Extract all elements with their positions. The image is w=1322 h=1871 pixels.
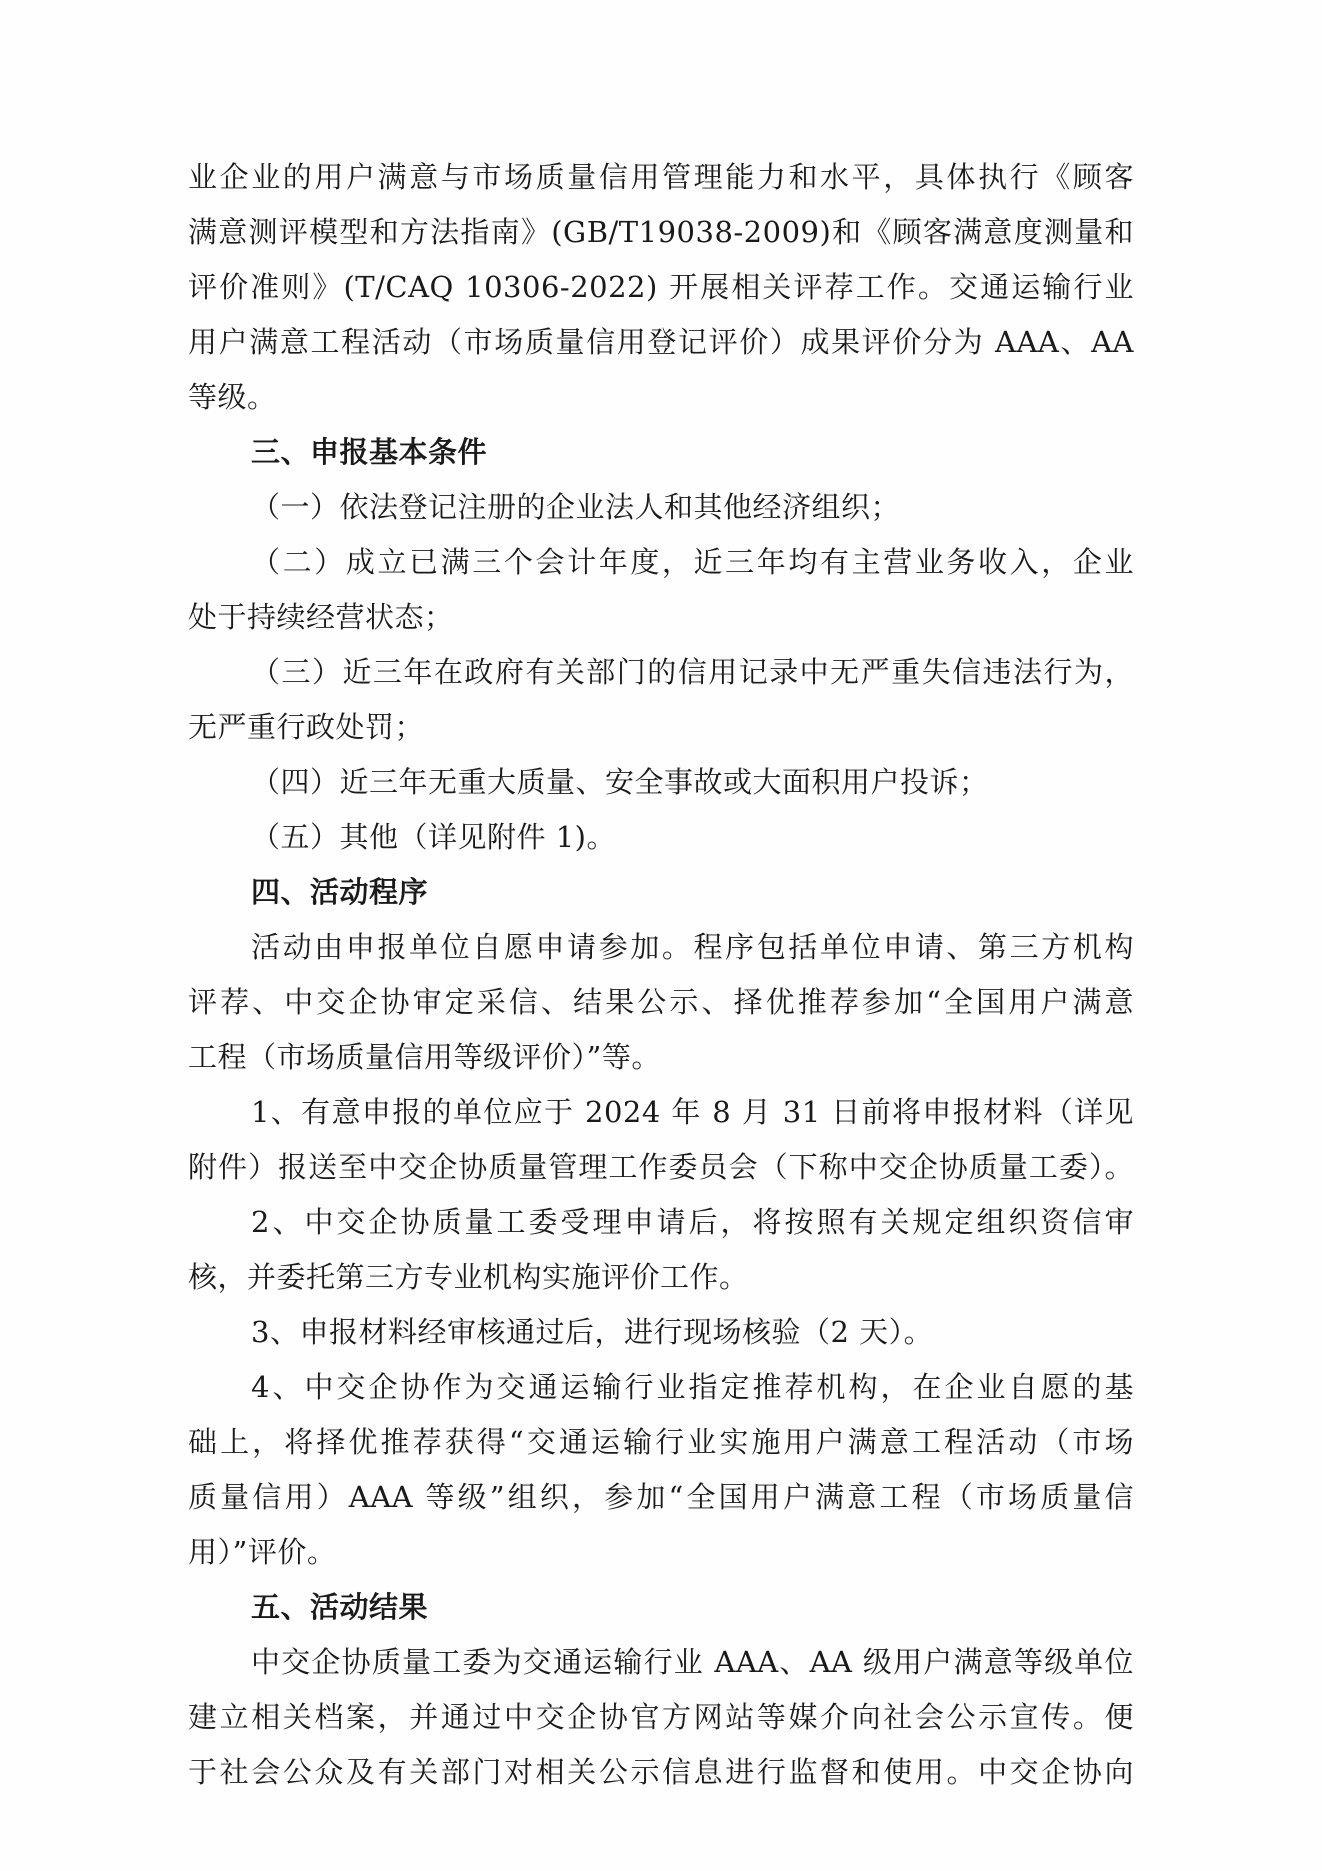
body-line: 建立相关档案，并通过中交企协官方网站等媒介向社会公示宣传。便: [188, 1700, 1134, 1734]
body-line: 评价准则》(T/CAQ 10306-2022) 开展相关评荐工作。交通运输行业: [188, 270, 1134, 304]
body-line: 3、申报材料经审核通过后，进行现场核验（2 天）。: [251, 1315, 934, 1349]
body-line: 用户满意工程活动（市场质量信用登记评价）成果评价分为 AAA、AA: [188, 325, 1134, 359]
body-line: 活动由申报单位自愿申请参加。程序包括单位申请、第三方机构: [251, 930, 1134, 964]
body-line: （三）近三年在政府有关部门的信用记录中无严重失信违法行为，: [251, 655, 1134, 689]
body-line: 满意测评模型和方法指南》(GB/T19038-2009)和《顾客满意度测量和: [188, 215, 1134, 249]
section-heading: 三、申报基本条件: [251, 435, 488, 469]
body-line: 处于持续经营状态；: [188, 600, 454, 634]
body-line: 工程（市场质量信用等级评价）”等。: [188, 1040, 661, 1074]
body-line: 于社会公众及有关部门对相关公示信息进行监督和使用。中交企协向: [188, 1755, 1134, 1789]
section-heading: 五、活动结果: [251, 1590, 429, 1624]
body-line: 中交企协质量工委为交通运输行业 AAA、AA 级用户满意等级单位: [251, 1645, 1134, 1679]
body-line: 无严重行政处罚；: [188, 710, 425, 744]
body-line: 4、中交企协作为交通运输行业指定推荐机构，在企业自愿的基: [251, 1370, 1134, 1404]
body-line: （一）依法登记注册的企业法人和其他经济组织；: [251, 490, 901, 524]
body-line: 1、有意申报的单位应于 2024 年 8 月 31 日前将申报材料（详见: [251, 1095, 1134, 1129]
body-line: （四）近三年无重大质量、安全事故或大面积用户投诉；: [251, 765, 989, 799]
body-line: 用）”评价。: [188, 1535, 337, 1569]
document-body: [188, 150, 1134, 1800]
body-line: 业企业的用户满意与市场质量信用管理能力和水平，具体执行《顾客: [188, 160, 1134, 194]
body-line: （二）成立已满三个会计年度，近三年均有主营业务收入，企业: [251, 545, 1134, 579]
body-line: （五）其他（详见附件 1)。: [251, 820, 616, 854]
section-heading: 四、活动程序: [251, 875, 429, 909]
body-line: 等级。: [188, 380, 277, 414]
body-line: 附件）报送至中交企协质量管理工作委员会（下称中交企协质量工委）。: [188, 1150, 1134, 1184]
body-line: 核，并委托第三方专业机构实施评价工作。: [188, 1260, 749, 1294]
body-line: 础上，将择优推荐获得“交通运输行业实施用户满意工程活动（市场: [188, 1425, 1134, 1459]
body-line: 质量信用）AAA 等级”组织，参加“全国用户满意工程（市场质量信: [188, 1480, 1134, 1514]
body-line: 2、中交企协质量工委受理申请后，将按照有关规定组织资信审: [251, 1205, 1134, 1239]
body-line: 评荐、中交企协审定采信、结果公示、择优推荐参加“全国用户满意: [188, 985, 1134, 1019]
